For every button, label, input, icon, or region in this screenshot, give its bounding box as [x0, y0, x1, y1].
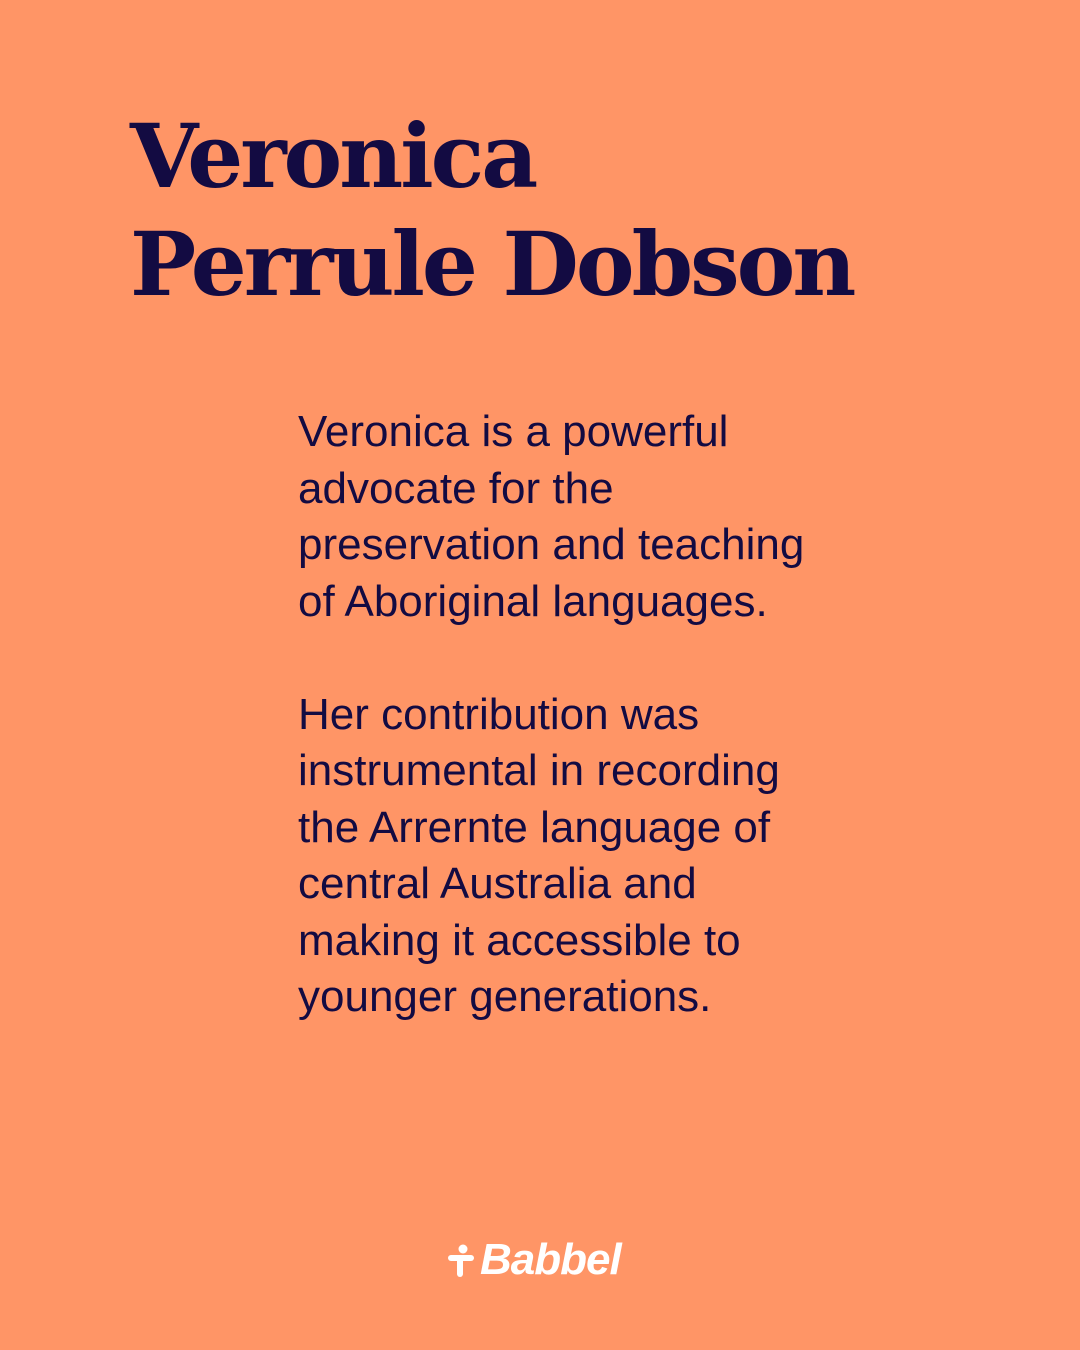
plus-dot-icon — [446, 1242, 476, 1278]
text-line: the Arrernte language of — [298, 802, 771, 852]
page-title — [130, 102, 853, 318]
text-line: of Aboriginal languages. — [298, 576, 768, 626]
description — [298, 404, 1018, 1026]
brand-name: Babbel — [480, 1235, 621, 1284]
text-line: advocate for the — [298, 463, 614, 513]
text-line: Veronica is a powerful — [298, 407, 729, 456]
paragraph-advocacy — [298, 404, 1018, 630]
title-line-1: Veronica — [130, 104, 536, 208]
title-line-2: Perrule Dobson — [130, 212, 854, 316]
text-line: central Australia and — [298, 859, 697, 908]
text-line: preservation and teaching — [298, 520, 805, 569]
text-line: instrumental in recording — [298, 746, 780, 795]
text-line: younger generations. — [298, 972, 712, 1021]
text-line: Her contribution was — [298, 689, 700, 739]
text-line: making it accessible to — [298, 915, 741, 965]
paragraph-contribution — [298, 687, 1018, 1026]
babbel-logo — [446, 1232, 621, 1288]
